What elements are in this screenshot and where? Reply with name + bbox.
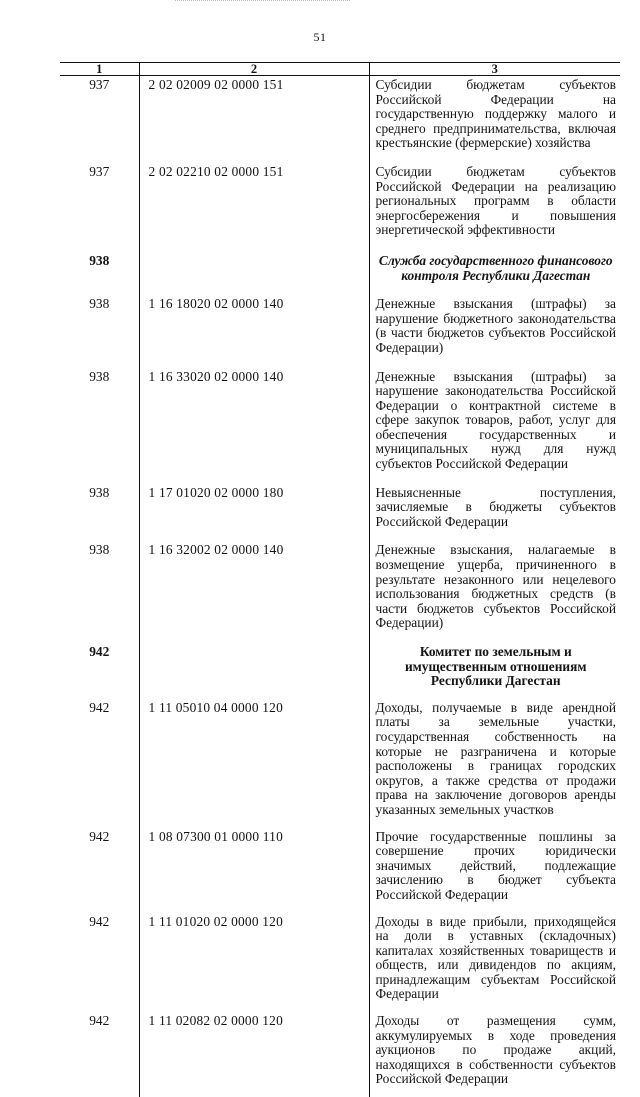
admin-code-cell — [60, 297, 139, 369]
admin-code-cell-text: 937 — [60, 165, 139, 180]
budget-classification-code-cell-text: 1 11 05010 04 0000 120 — [149, 701, 369, 716]
revenue-description-cell — [369, 165, 620, 254]
admin-code-cell-text: 938 — [60, 297, 139, 312]
admin-code-cell-text: 942 — [60, 1014, 139, 1029]
budget-classification-code-cell-text: 1 17 01020 02 0000 180 — [149, 486, 369, 501]
budget-classification-code-cell — [139, 645, 369, 701]
agency-name-cell-text: Комитет по земельным и имущественным отношениям Республики Дагестан — [376, 645, 617, 689]
revenue-codes-table — [60, 62, 620, 1097]
admin-code-cell-text: 938 — [60, 254, 139, 269]
agency-name-cell — [369, 254, 620, 297]
budget-classification-code-cell — [139, 543, 369, 645]
revenue-description-cell — [369, 701, 620, 830]
admin-code-cell — [60, 76, 139, 165]
table-row — [60, 1014, 620, 1097]
column-header-3: 3 — [369, 63, 620, 76]
column-header-1: 1 — [60, 63, 139, 76]
admin-code-cell — [60, 701, 139, 830]
revenue-description-cell — [369, 830, 620, 915]
budget-classification-code-cell — [139, 830, 369, 915]
section-heading-row — [60, 254, 620, 297]
section-heading-row — [60, 645, 620, 701]
table-row — [60, 370, 620, 486]
admin-code-cell — [60, 254, 139, 297]
budget-classification-code-cell — [139, 76, 369, 165]
admin-code-cell-text: 942 — [60, 830, 139, 845]
budget-classification-code-cell — [139, 370, 369, 486]
document-body — [60, 62, 620, 1097]
revenue-description-cell-text: Субсидии бюджетам субъектов Российской Федерации на реализацию региональных программ в области энергосбережения и повышения энергетической эффективности — [376, 165, 617, 238]
revenue-description-cell-text: Невыясненные поступления, зачисляемые в бюджеты субъектов Российской Федерации — [376, 486, 617, 530]
table-row — [60, 543, 620, 645]
revenue-description-cell — [369, 76, 620, 165]
revenue-description-cell-text: Доходы от размещения сумм, аккумулируемых в ходе проведения аукционов по продаже акций, находящихся в собственности субъектов Российской Федерации — [376, 1014, 617, 1087]
revenue-description-cell-text: Прочие государственные пошлины за совершение прочих юридически значимых действий, подлежащие зачислению в бюджет субъекта Российской Федерации — [376, 830, 617, 903]
table-row — [60, 76, 620, 165]
admin-code-cell — [60, 165, 139, 254]
revenue-description-cell-text: Денежные взыскания (штрафы) за нарушение бюджетного законодательства (в части бюджетов субъектов Российской Федерации) — [376, 297, 617, 355]
budget-classification-code-cell-text: 1 16 18020 02 0000 140 — [149, 297, 369, 312]
revenue-description-cell-text: Доходы, получаемые в виде арендной платы за земельные участки, государственная собственность на которые не разграничена и которые расположены в границах городских округов, а также средства от продажи права на заключение договоров аренды указанных земельных участков — [376, 701, 617, 818]
table-row — [60, 165, 620, 254]
table-row — [60, 701, 620, 830]
top-dotted-rule — [175, 0, 350, 2]
page-number: 51 — [0, 30, 640, 45]
table-row — [60, 486, 620, 544]
revenue-description-cell — [369, 486, 620, 544]
admin-code-cell-text: 938 — [60, 486, 139, 501]
admin-code-cell-text: 942 — [60, 701, 139, 716]
budget-classification-code-cell — [139, 915, 369, 1015]
budget-classification-code-cell-text: 2 02 02210 02 0000 151 — [149, 165, 369, 180]
admin-code-cell-text: 938 — [60, 543, 139, 558]
budget-classification-code-cell — [139, 486, 369, 544]
admin-code-cell — [60, 645, 139, 701]
budget-classification-code-cell-text: 1 16 33020 02 0000 140 — [149, 370, 369, 385]
revenue-description-cell-text: Денежные взыскания, налагаемые в возмещение ущерба, причиненного в результате незаконного или нецелевого использования бюджетных средств (в части бюджетов субъектов Российской Федерации) — [376, 543, 617, 631]
admin-code-cell — [60, 1014, 139, 1097]
revenue-description-cell — [369, 915, 620, 1015]
budget-classification-code-cell-text: 2 02 02009 02 0000 151 — [149, 78, 369, 93]
admin-code-cell — [60, 543, 139, 645]
admin-code-cell — [60, 370, 139, 486]
agency-name-cell-text: Служба государственного финансового контроля Республики Дагестан — [376, 254, 617, 283]
budget-classification-code-cell-text: 1 16 32002 02 0000 140 — [149, 543, 369, 558]
revenue-description-cell — [369, 1014, 620, 1097]
admin-code-cell — [60, 486, 139, 544]
revenue-description-cell — [369, 543, 620, 645]
budget-classification-code-cell — [139, 165, 369, 254]
table-row — [60, 830, 620, 915]
revenue-description-cell — [369, 297, 620, 369]
budget-classification-code-cell — [139, 701, 369, 830]
revenue-description-cell-text: Доходы в виде прибыли, приходящейся на доли в уставных (складочных) капиталах хозяйственных товариществ и обществ, или дивидендов по акциям, принадлежащим субъектам Российской Федерации — [376, 915, 617, 1003]
budget-classification-code-cell — [139, 297, 369, 369]
table-row — [60, 297, 620, 369]
admin-code-cell — [60, 915, 139, 1015]
budget-classification-code-cell-text: 1 11 02082 02 0000 120 — [149, 1014, 369, 1029]
table-header-row — [60, 63, 620, 76]
admin-code-cell-text: 942 — [60, 645, 139, 660]
table-body — [60, 76, 620, 1097]
revenue-description-cell-text: Субсидии бюджетам субъектов Российской Федерации на государственную поддержку малого и среднего предпринимательства, включая крестьянские (фермерские) хозяйства — [376, 78, 617, 151]
budget-classification-code-cell-text: 1 11 01020 02 0000 120 — [149, 915, 369, 930]
admin-code-cell-text: 937 — [60, 78, 139, 93]
revenue-description-cell-text: Денежные взыскания (штрафы) за нарушение законодательства Российской Федерации о контрактной системе в сфере закупок товаров, работ, услуг для обеспечения государственных и муниципальных нужд для нужд субъектов Российской Федерации — [376, 370, 617, 472]
budget-classification-code-cell — [139, 254, 369, 297]
revenue-description-cell — [369, 370, 620, 486]
column-header-2: 2 — [139, 63, 369, 76]
admin-code-cell — [60, 830, 139, 915]
budget-classification-code-cell-text: 1 08 07300 01 0000 110 — [149, 830, 369, 845]
table-row — [60, 915, 620, 1015]
admin-code-cell-text: 938 — [60, 370, 139, 385]
admin-code-cell-text: 942 — [60, 915, 139, 930]
budget-classification-code-cell — [139, 1014, 369, 1097]
agency-name-cell — [369, 645, 620, 701]
